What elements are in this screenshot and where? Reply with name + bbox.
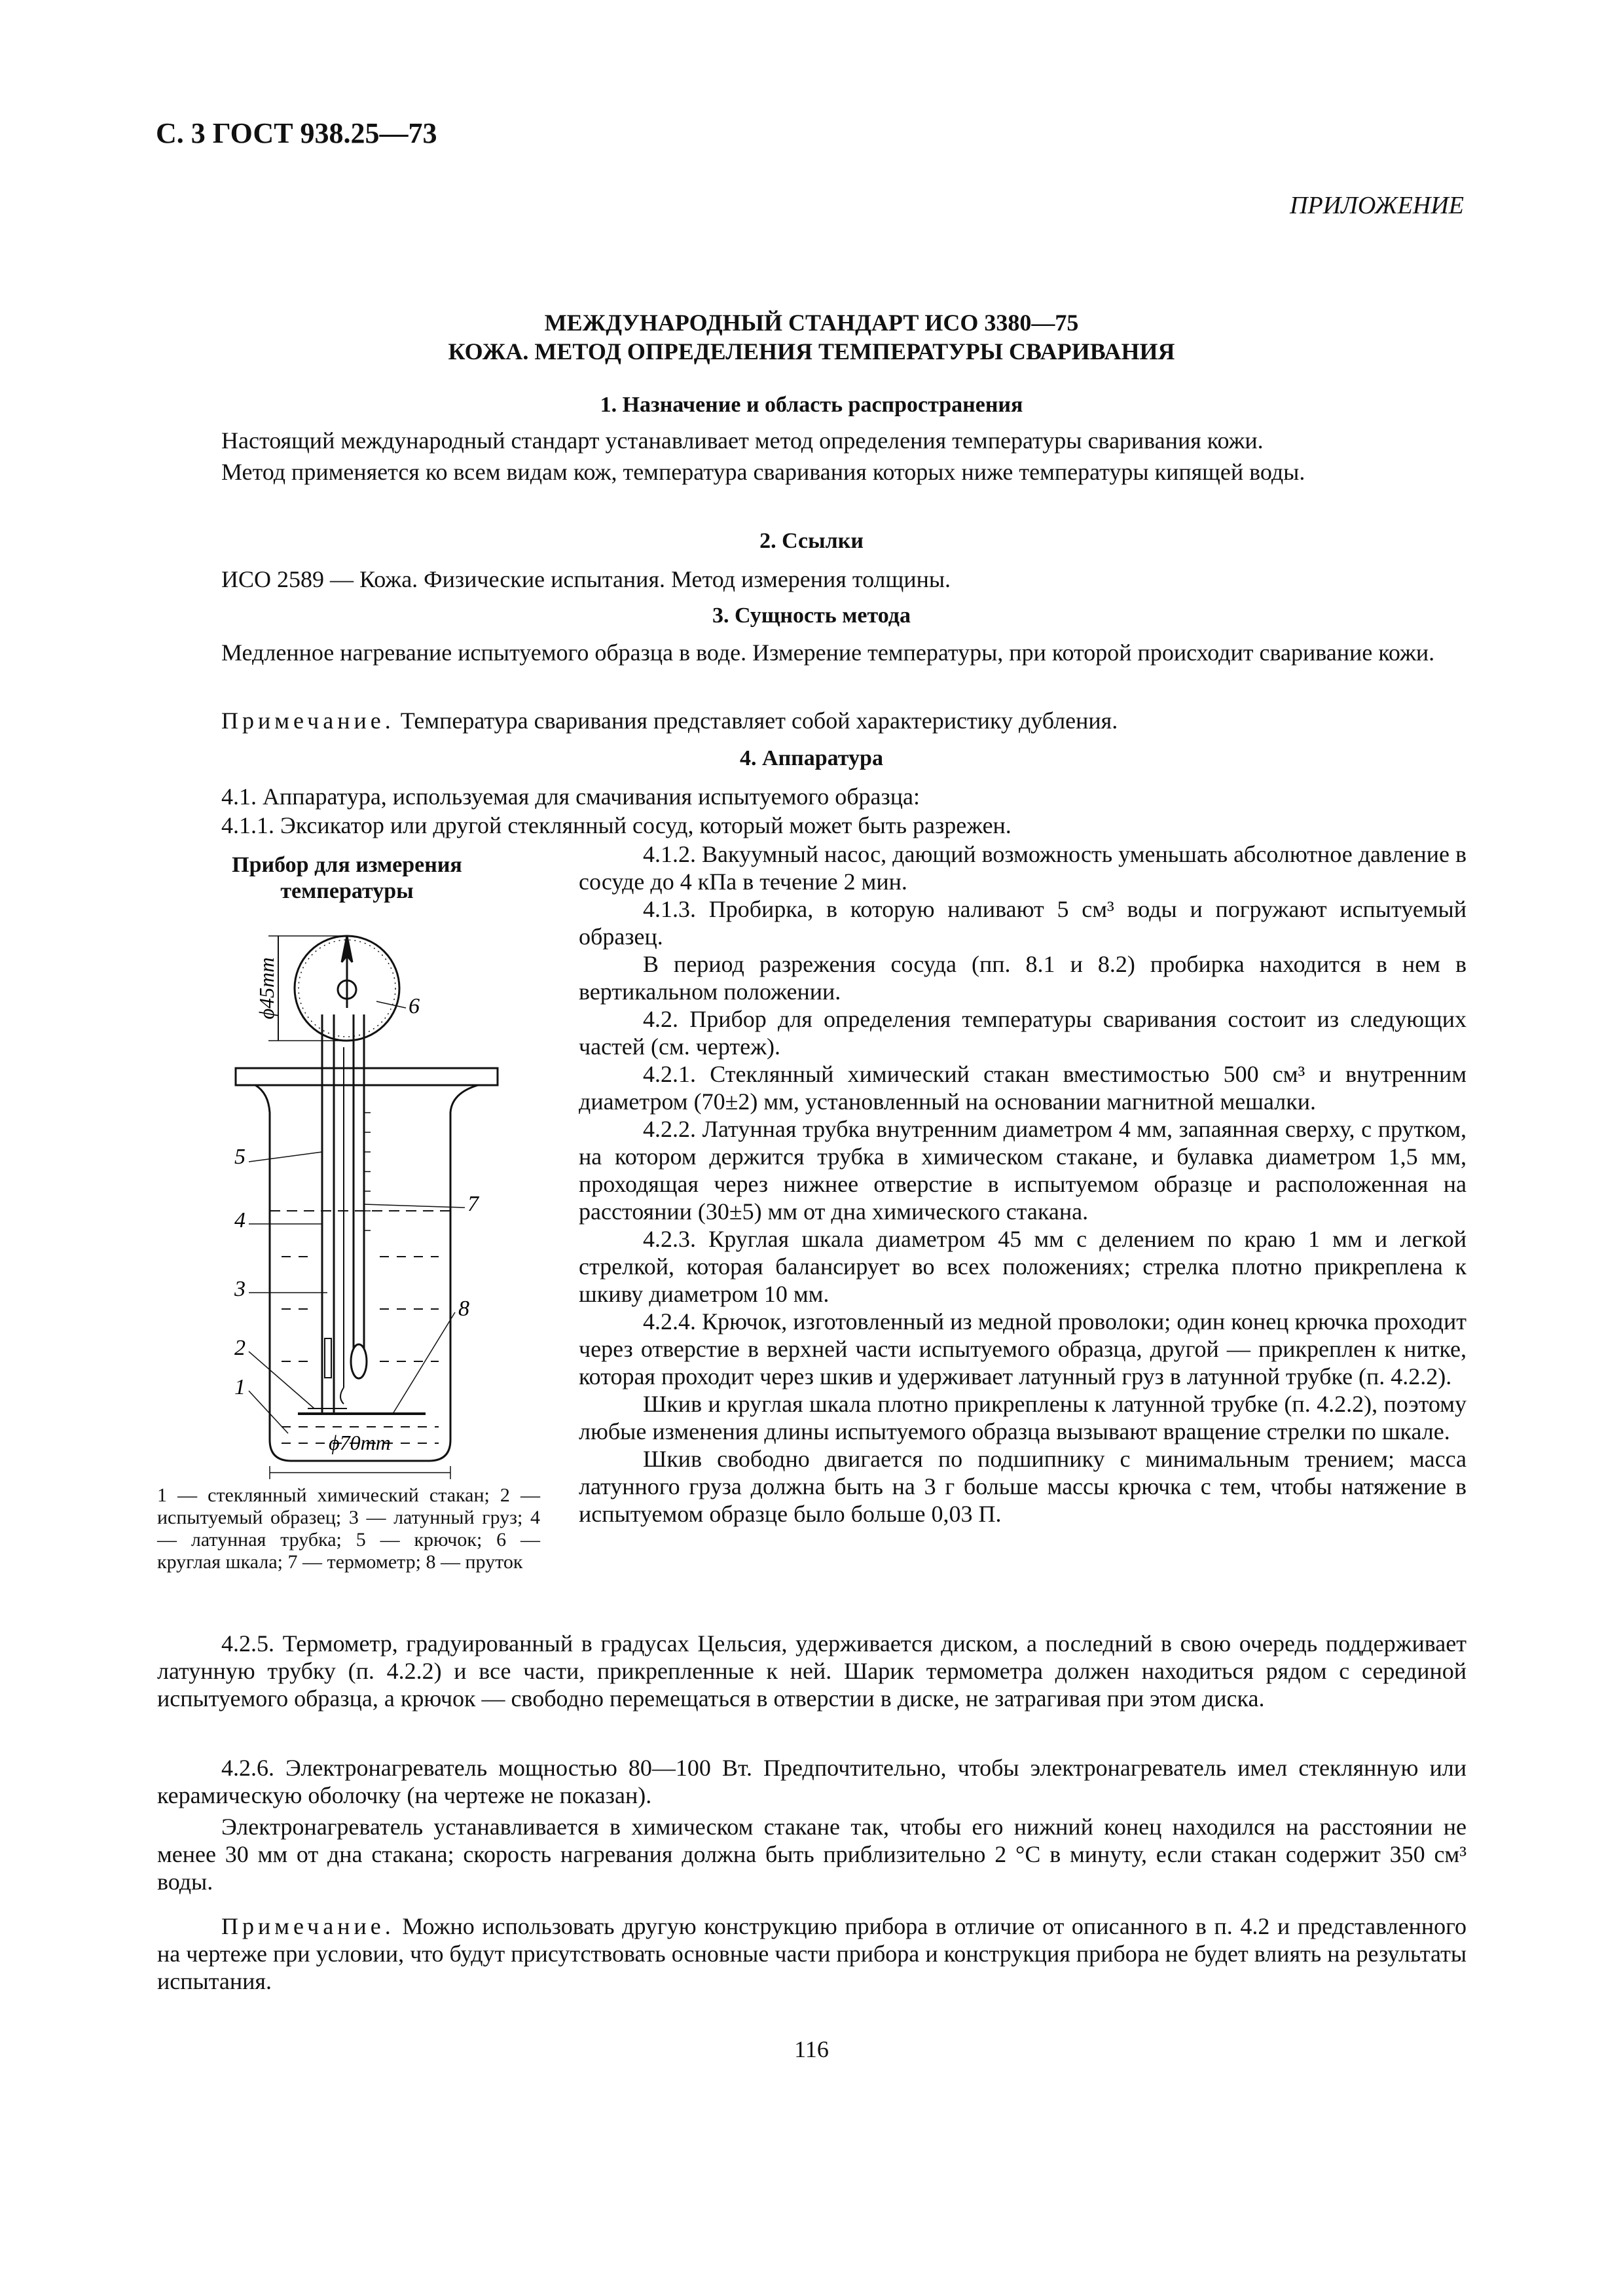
clause-4-1-3-b-text: В период разрежения сосуда (пп. 8.1 и 8.2) пробирка находится в нем в вертикальном положении. bbox=[579, 951, 1467, 1005]
section-1-text-1: Настоящий международный стандарт устанавливает метод определения температуры сваривания кожи. bbox=[221, 427, 1264, 454]
section-3-text: Медленное нагревание испытуемого образца в воде. Измерение температуры, при которой происходит сваривание кожи. bbox=[221, 639, 1435, 666]
section-2-heading: 2. Ссылки bbox=[759, 529, 864, 553]
clause-4-2-4-b-text: Шкив и круглая шкала плотно прикреплены к латунной трубке (п. 4.2.2), поэтому любые изменения длины испытуемого образца вызывают вращение стрелки по шкале. bbox=[579, 1391, 1467, 1444]
leader-2 bbox=[249, 1352, 314, 1408]
section-1-paragraph-2 bbox=[157, 458, 1467, 486]
section-1-text-2: Метод применяется ко всем видам кож, температура сваривания которых ниже температуры кипящей воды. bbox=[221, 459, 1305, 485]
clause-4-2-6-text: 4.2.6. Электронагреватель мощностью 80—100 Вт. Предпочтительно, чтобы электронагреватель имел стеклянную или керамическую оболочку (на чертеже не показан). bbox=[157, 1755, 1467, 1808]
note-text: Температура сваривания представляет собой характеристику дубления. bbox=[400, 708, 1118, 734]
clause-4-2-2 bbox=[579, 1115, 1467, 1225]
clause-4-1 bbox=[157, 783, 1467, 810]
callout-2: 2 bbox=[234, 1336, 246, 1360]
document-title-line1: МЕЖДУНАРОДНЫЙ СТАНДАРТ ИСО 3380—75 bbox=[544, 310, 1079, 336]
clause-4-2-1 bbox=[579, 1060, 1467, 1115]
clause-4-2-6-b bbox=[157, 1813, 1467, 1895]
clause-4-2-2-text: 4.2.2. Латунная трубка внутренним диаметром 4 мм, запаянная сверху, с прутком, на котором держится трубка в химическом стакане, и булавка диаметром 1,5 мм, проходящая через нижнее отверстие в испытуемом образце и расположенная на расстоянии (30±5) мм от дна химического стакана. bbox=[579, 1116, 1467, 1225]
document-title-line2: КОЖА. МЕТОД ОПРЕДЕЛЕНИЯ ТЕМПЕРАТУРЫ СВАРИВАНИЯ bbox=[448, 338, 1175, 365]
dim-phi45-label: ϕ45mm bbox=[255, 957, 278, 1020]
leader-8 bbox=[393, 1312, 455, 1414]
note-text-2: Можно использовать другую конструкцию прибора в отличие от описанного в п. 4.2 и представленного на чертеже при условии, что будут присутствовать основные части прибора и конструкция прибора не будет влиять на результаты испытания. bbox=[157, 1913, 1467, 1994]
clause-4-2-4-c-text: Шкив свободно двигается по подшипнику с минимальным трением; масса латунного груза должна быть на 3 г больше массы крючка с тем, чтобы натяжение в испытуемом образце было больше 0,03 П. bbox=[579, 1446, 1467, 1527]
page-number: 116 bbox=[794, 2036, 829, 2062]
section-4-note bbox=[157, 1912, 1467, 1995]
callout-6: 6 bbox=[409, 994, 420, 1018]
figure-title: Прибор для измерения температуры bbox=[232, 853, 462, 903]
apparatus-diagram bbox=[157, 916, 550, 1479]
callout-1: 1 bbox=[234, 1375, 246, 1399]
clause-4-2-5 bbox=[157, 1630, 1467, 1712]
clause-4-1-2 bbox=[579, 840, 1467, 895]
clause-4-2-text: 4.2. Прибор для определения температуры сваривания состоит из следующих частей (см. чертеж). bbox=[579, 1006, 1467, 1060]
clause-4-2-3-text: 4.2.3. Круглая шкала диаметром 45 мм с делением по краю 1 мм и легкой стрелкой, которая балансирует во всех положениях; стрелка плотно прикреплена к шкиву диаметром 10 мм. bbox=[579, 1226, 1467, 1307]
callout-5: 5 bbox=[234, 1145, 246, 1169]
clause-4-2-4-b bbox=[579, 1390, 1467, 1445]
clause-4-2-6 bbox=[157, 1754, 1467, 1809]
hook bbox=[340, 1388, 344, 1404]
note-label: Примечание. bbox=[221, 708, 395, 734]
clause-4-2-6-b-text: Электронагреватель устанавливается в химическом стакане так, чтобы его нижний конец находился на расстоянии не менее 30 мм от дна стакана; скорость нагревания должна быть приблизительно 2 °С в минуту, если стакан содержит 350 см³ воды. bbox=[157, 1814, 1467, 1895]
clause-4-1-3-text: 4.1.3. Пробирка, в которую наливают 5 см³ воды и погружают испытуемый образец. bbox=[579, 896, 1467, 950]
clause-4-1-1 bbox=[157, 812, 1467, 839]
clause-4-2-4-text: 4.2.4. Крючок, изготовленный из медной проволоки; один конец крючка проходит через отверстие в верхней части испытуемого образца, другой — прикреплен к нитке, которая проходит через шкив и удерживает латунный груз в латунной трубке (п. 4.2.2). bbox=[579, 1308, 1467, 1390]
figure-legend: 1 — стеклянный химический стакан; 2 — испытуемый образец; 3 — латунный груз; 4 — латунная трубка; 5 — крючок; 6 — круглая шкала; 7 — термометр; 8 — пруток bbox=[157, 1484, 540, 1573]
note-label-2: Примечание. bbox=[221, 1913, 395, 1939]
page-header: С. 3 ГОСТ 938.25—73 bbox=[156, 117, 437, 149]
callout-3: 3 bbox=[234, 1277, 246, 1301]
section-2-paragraph bbox=[157, 565, 1467, 593]
clause-4-1-3 bbox=[579, 895, 1467, 950]
clause-4-1-1-text: 4.1.1. Эксикатор или другой стеклянный сосуд, который может быть разрежен. bbox=[221, 812, 1012, 838]
section-1-heading: 1. Назначение и область распространения bbox=[600, 393, 1023, 417]
appendix-label: ПРИЛОЖЕНИЕ bbox=[1290, 192, 1464, 219]
callout-7: 7 bbox=[467, 1192, 479, 1216]
clause-4-1-2-text: 4.1.2. Вакуумный насос, дающий возможность уменьшать абсолютное давление в сосуде до 4 кПа в течение 2 мин. bbox=[579, 841, 1467, 895]
clause-4-2-3 bbox=[579, 1225, 1467, 1308]
clause-4-2 bbox=[579, 1005, 1467, 1060]
leader-5 bbox=[249, 1152, 322, 1162]
clause-4-1-3-b bbox=[579, 950, 1467, 1005]
clause-4-2-1-text: 4.2.1. Стеклянный химический стакан вместимостью 500 см³ и внутренним диаметром (70±2) мм, установленный на основании магнитной мешалки. bbox=[579, 1061, 1467, 1115]
leader-1 bbox=[249, 1391, 288, 1433]
clause-4-2-4 bbox=[579, 1308, 1467, 1390]
section-3-note bbox=[157, 707, 1467, 734]
thermometer-bulb bbox=[351, 1344, 367, 1378]
clause-4-2-4-c bbox=[579, 1445, 1467, 1528]
section-1-paragraph-1 bbox=[157, 427, 1467, 454]
callout-4: 4 bbox=[234, 1208, 246, 1232]
clause-4-2-5-text: 4.2.5. Термометр, градуированный в градусах Цельсия, удерживается диском, а последний в свою очередь поддерживает латунную трубку (п. 4.2.2) и все части, прикрепленные к ней. Шарик термометра должен находиться рядом с серединой испытуемого образца, а крючок — свободно перемещаться в отверстии в диске, не затрагивая при этом диска. bbox=[157, 1630, 1467, 1712]
leader-6 bbox=[376, 1001, 406, 1008]
section-3-paragraph bbox=[157, 639, 1467, 666]
clause-4-1-text: 4.1. Аппаратура, используемая для смачивания испытуемого образца: bbox=[221, 783, 920, 810]
section-4-heading: 4. Аппаратура bbox=[740, 746, 883, 770]
dim-phi70-label: ϕ70mm bbox=[329, 1431, 391, 1454]
section-2-text: ИСО 2589 — Кожа. Физические испытания. Метод измерения толщины. bbox=[221, 566, 951, 592]
right-column bbox=[579, 840, 1467, 1528]
callout-8: 8 bbox=[458, 1297, 469, 1321]
brass-weight bbox=[325, 1338, 331, 1378]
section-3-heading: 3. Сущность метода bbox=[712, 603, 911, 628]
water-hatching bbox=[282, 1257, 439, 1443]
beaker-body bbox=[255, 1085, 478, 1461]
beaker-rim bbox=[236, 1068, 498, 1085]
